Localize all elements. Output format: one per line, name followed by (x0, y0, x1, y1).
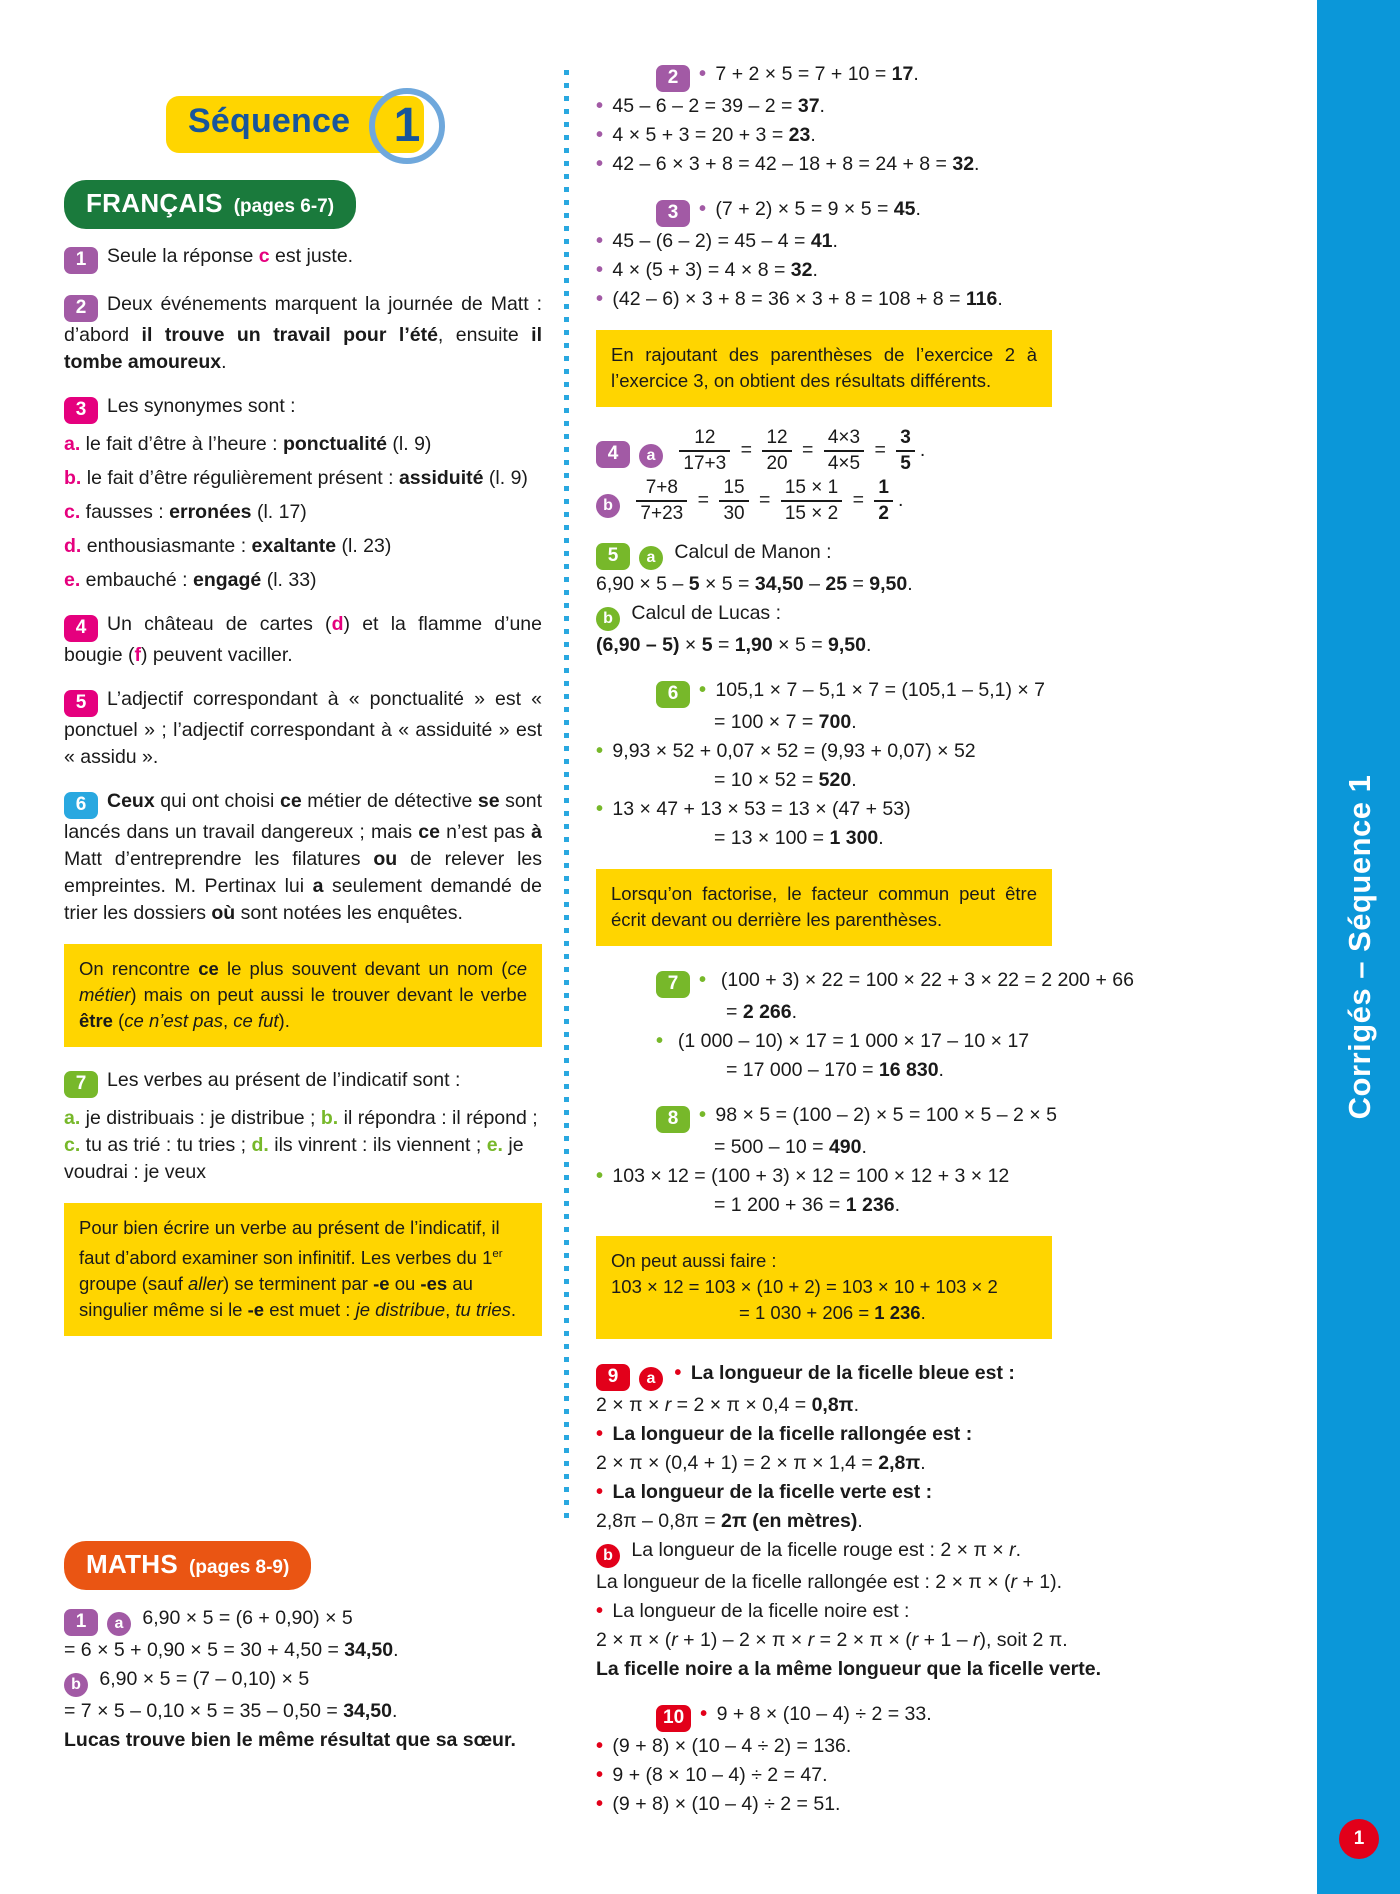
side-tab (1317, 0, 1400, 1894)
note-line-3: = 1 030 + 206 = 1 236. (739, 1302, 926, 1324)
column-divider (564, 70, 569, 1520)
exercise-5-line-1: 5 a Calcul de Manon : (596, 538, 1052, 570)
exercise-5-line-2: 6,90 × 5 – 5 × 5 = 34,50 – 25 = 9,50. (596, 573, 913, 596)
exercise-2-line-1: 2 • 7 + 2 × 5 = 7 + 10 = 17. (596, 60, 1052, 92)
exercise-10-line-4: • (9 + 8) × (10 – 4) ÷ 2 = 51. (596, 1793, 841, 1816)
exercise-badge-9: 9 (596, 1364, 630, 1391)
exercise-3-line-2: a. le fait d’être à l’heure : ponctualité (l. 9) (64, 433, 432, 455)
subject-heading-maths (64, 1541, 542, 1604)
note-box-present-indicatif: Pour bien écrire un verbe au présent de l’indicatif, il faut d’abord examiner son infinitif. Les verbes du 1er groupe (sauf aller) se terminent par -e ou -es au singulier même si le -e est muet : je distribue, tu tries. (64, 1203, 542, 1336)
exercise-5-line-3: b Calcul de Lucas : (596, 599, 1052, 631)
exercise-badge-2: 2 (656, 65, 690, 92)
exercise-9-line-3: • La longueur de la ficelle rallongée est : (596, 1423, 973, 1446)
maths-exercise-3 (596, 195, 1052, 314)
exercise-7 (64, 1067, 542, 1186)
exercise-badge-2: 2 (64, 295, 98, 322)
maths-exercise-1 (64, 1604, 542, 1755)
francais-pill-name: FRANÇAIS (86, 188, 223, 218)
maths-exercise-8 (596, 1101, 1057, 1220)
exercise-badge-6: 6 (656, 681, 690, 708)
exercise-badge-8: 8 (656, 1106, 690, 1133)
exercise-6-line-3: • 9,93 × 52 + 0,07 × 52 = (9,93 + 0,07) × 52 (596, 740, 976, 763)
note-line-2: 103 × 12 = 103 × (10 + 2) = 103 × 10 + 103 × 2 (611, 1276, 998, 1298)
exercise-9-line-7: b La longueur de la ficelle rouge est : 2 × π × r. (596, 1536, 1052, 1568)
exercise-badge-5: 5 (596, 543, 630, 570)
exercise-1 (64, 243, 542, 274)
exercise-5 (596, 538, 1052, 660)
exercise-7-line-4: = 17 000 – 170 = 16 830. (726, 1059, 944, 1082)
exercise-6-line-5: • 13 × 47 + 13 × 53 = 13 × (47 + 53) (596, 798, 911, 821)
exercise-5 (64, 686, 542, 771)
side-tab-label: Corrigés – Séquence 1 (1342, 774, 1377, 1120)
exercise-5-line-1: 5 L’adjectif correspondant à « ponctualité » est « ponctuel » ; l’adjectif correspondant à « assiduité » est « assidu ». (64, 688, 542, 768)
maths-exercise-6 (596, 676, 1052, 853)
exercise-3-line-1: 3 • (7 + 2) × 5 = 9 × 5 = 45. (596, 195, 1052, 227)
note-box-parentheses: En rajoutant des parenthèses de l’exercice 2 à l’exercice 3, on obtient des résultats différents. (596, 330, 1052, 407)
right-column (596, 60, 1134, 1835)
exercise-7-line-1: 7 Les verbes au présent de l’indicatif sont : (64, 1067, 542, 1098)
exercise-9-line-6: 2,8π – 0,8π = 2π (en mètres). (596, 1510, 863, 1533)
exercise-3-line-3: • 4 × (5 + 3) = 4 × 8 = 32. (596, 259, 818, 281)
exercise-6-line-4: = 10 × 52 = 520. (714, 769, 857, 792)
exercise-6-line-2: = 100 × 7 = 700. (714, 711, 857, 734)
exercise-2 (596, 60, 1052, 179)
maths-exercise-4 (596, 427, 1052, 524)
exercise-badge-10: 10 (656, 1705, 691, 1732)
exercise-3-line-4: • (42 – 6) × 3 + 8 = 36 × 3 + 8 = 108 + 8 = 116. (596, 288, 1003, 310)
exercise-6-line-6: = 13 × 100 = 1 300. (714, 827, 884, 850)
exercise-badge-6: 6 (64, 792, 98, 819)
exercise-7-line-1: 7 • (100 + 3) × 22 = 100 × 22 + 3 × 22 = 2 200 + 66 (596, 966, 1052, 998)
exercise-3-line-6: e. embauché : engagé (l. 33) (64, 569, 317, 591)
exercise-8-line-3: • 103 × 12 = (100 + 3) × 12 = 100 × 12 + 3 × 12 (596, 1165, 1010, 1188)
exercise-9-line-4: 2 × π × (0,4 + 1) = 2 × π × 1,4 = 2,8π. (596, 1452, 926, 1475)
sequence-title (166, 88, 456, 172)
exercise-3-line-1: 3 Les synonymes sont : (64, 393, 542, 424)
exercise-9-line-5: • La longueur de la ficelle verte est : (596, 1481, 933, 1504)
note-box-on-peut-aussi-faire (596, 1236, 1052, 1339)
exercise-badge-1: 1 (64, 247, 98, 274)
exercise-9 (596, 1359, 1102, 1684)
subject-heading-francais (64, 180, 542, 243)
exercise-2 (64, 291, 542, 376)
exercise-3-line-4: c. fausses : erronées (l. 17) (64, 501, 307, 523)
exercise-6 (64, 788, 542, 927)
exercise-9-line-1: 9 a • La longueur de la ficelle bleue est : (596, 1359, 1052, 1391)
francais-exercise-list (64, 243, 542, 927)
exercise-8-line-4: = 1 200 + 36 = 1 236. (714, 1194, 900, 1217)
exercise-7-line-2: = 2 266. (726, 1001, 798, 1024)
maths-exercise-2 (596, 60, 1052, 179)
exercise-4-line-b: b $\frac{7+8}{7+23}$ = $\frac{15}{30}$ = $\frac{15 \times 1}{15 \times 2}$ = $\frac{1}{2}$ . (596, 477, 1052, 525)
maths-pill-pages: (pages 8-9) (189, 1557, 290, 1579)
sequence-number: 1 (393, 99, 421, 152)
exercise-1-line-5: Lucas trouve bien le même résultat que sa sœur. (64, 1729, 516, 1752)
exercise-9-line-10: 2 × π × (r + 1) – 2 × π × r = 2 × π × (r + 1 – r), soit 2 π. (596, 1629, 1068, 1652)
maths-exercise-5 (596, 538, 1052, 660)
left-column (64, 60, 542, 1771)
exercise-9-line-11: La ficelle noire a la même longueur que la ficelle verte. (596, 1658, 1102, 1681)
exercise-1-line-3: b 6,90 × 5 = (7 – 0,10) × 5 (64, 1665, 542, 1697)
exercise-7-line-3: • (1 000 – 10) × 17 = 1 000 × 17 – 10 × 17 (656, 1030, 1030, 1053)
note-box-factorise: Lorsqu’on factorise, le facteur commun peut être écrit devant ou derrière les parenthèses. (596, 869, 1052, 946)
exercise-4-line-1: 4 Un château de cartes (d) et la flamme d’une bougie (f) peuvent vaciller. (64, 613, 543, 666)
maths-pill (64, 1541, 311, 1590)
exercise-badge-7: 7 (656, 971, 690, 998)
francais-pill (64, 180, 356, 229)
francais-exercise-7 (64, 1067, 542, 1186)
exercise-9-line-9: • La longueur de la ficelle noire est : (596, 1600, 910, 1623)
note-line-1: On peut aussi faire : (611, 1250, 777, 1272)
exercise-1-line-2: = 6 × 5 + 0,90 × 5 = 30 + 4,50 = 34,50. (64, 1639, 399, 1662)
maths-exercise-9 (596, 1359, 1102, 1684)
exercise-3-line-2: • 45 – (6 – 2) = 45 – 4 = 41. (596, 230, 838, 252)
exercise-3-line-5: d. enthousiasmante : exaltante (l. 23) (64, 535, 392, 557)
exercise-badge-4: 4 (596, 441, 630, 468)
exercise-3 (596, 195, 1052, 314)
page-number-badge: 1 (1339, 1819, 1379, 1859)
exercise-6-line-1: 6 Ceux qui ont choisi ce métier de détective se sont lancés dans un travail dangereux ; mais ce n’est pas à Matt d’entreprendre les filatures ou de relever les empreintes. M. Pertinax lui a seulement demandé de trier les dossiers où sont notées les enquêtes. (64, 790, 543, 924)
exercise-10-line-3: • 9 + (8 × 10 – 4) ÷ 2 = 47. (596, 1764, 828, 1787)
exercise-2-line-3: • 4 × 5 + 3 = 20 + 3 = 23. (596, 124, 816, 146)
exercise-10-line-1: 10 • 9 + 8 × (10 – 4) ÷ 2 = 33. (596, 1700, 1052, 1732)
francais-pill-pages: (pages 6-7) (233, 196, 335, 217)
exercise-badge-1: 1 (64, 1609, 98, 1636)
exercise-2-line-1: 2 Deux événements marquent la journée de Matt : d’abord il trouve un travail pour l’été, ensuite il tombe amoureux. (64, 293, 543, 373)
exercise-4-line-a: 4 a $\frac{12}{17+3}$ = $\frac{12}{20}$ = $\frac{4\times 3}{4\times 5}$ = $\frac{3}{5}$ . (596, 427, 1052, 475)
exercise-10 (596, 1700, 1052, 1819)
exercise-3 (64, 393, 542, 594)
exercise-badge-3: 3 (64, 397, 98, 424)
exercise-8 (596, 1101, 1057, 1220)
exercise-1-line-4: = 7 × 5 – 0,10 × 5 = 35 – 0,50 = 34,50. (64, 1700, 398, 1723)
exercise-9-line-2: 2 × π × r = 2 × π × 0,4 = 0,8π. (596, 1394, 860, 1417)
exercise-badge-5: 5 (64, 690, 98, 717)
exercise-10-line-2: • (9 + 8) × (10 – 4 ÷ 2) = 136. (596, 1735, 852, 1758)
maths-exercise-7 (596, 966, 1134, 1085)
exercise-1 (64, 1604, 542, 1755)
exercise-badge-3: 3 (656, 200, 690, 227)
exercise-9-line-8: La longueur de la ficelle rallongée est : 2 × π × (r + 1). (596, 1571, 1063, 1594)
exercise-1-line-1: 1 a 6,90 × 5 = (6 + 0,90) × 5 (64, 1604, 542, 1636)
exercise-3-line-3: b. le fait d’être régulièrement présent : assiduité (l. 9) (64, 467, 528, 489)
maths-pill-name: MATHS (86, 1549, 179, 1580)
exercise-2-line-2: • 45 – 6 – 2 = 39 – 2 = 37. (596, 95, 825, 117)
exercise-8-line-2: = 500 – 10 = 490. (714, 1136, 867, 1159)
exercise-1-line-1: 1 Seule la réponse c est juste. (64, 243, 542, 274)
sequence-title-text: Séquence (188, 102, 351, 140)
exercise-badge-7: 7 (64, 1071, 98, 1098)
exercise-2-line-4: • 42 – 6 × 3 + 8 = 42 – 18 + 8 = 24 + 8 = 32. (596, 153, 980, 175)
exercise-7 (596, 966, 1134, 1085)
exercise-6-line-1: 6 • 105,1 × 7 – 5,1 × 7 = (105,1 – 5,1) × 7 (596, 676, 1052, 708)
exercise-5-line-4: (6,90 – 5) × 5 = 1,90 × 5 = 9,50. (596, 634, 872, 657)
exercise-8-line-1: 8 • 98 × 5 = (100 – 2) × 5 = 100 × 5 – 2 × 5 (596, 1101, 1052, 1133)
exercise-badge-4: 4 (64, 615, 98, 642)
maths-exercise-10 (596, 1700, 1052, 1819)
exercise-4 (64, 611, 542, 669)
exercise-6 (596, 676, 1052, 853)
exercise-7-line-2: a. je distribuais : je distribue ; b. il répondra : il répond ; c. tu as trié : tu tries ; d. ils vinrent : ils viennent ; e. je voudrai : je veux (64, 1107, 538, 1183)
note-box-ce: On rencontre ce le plus souvent devant un nom (ce métier) mais on peut aussi le trouver devant le verbe être (ce n’est pas, ce fut). (64, 944, 542, 1047)
